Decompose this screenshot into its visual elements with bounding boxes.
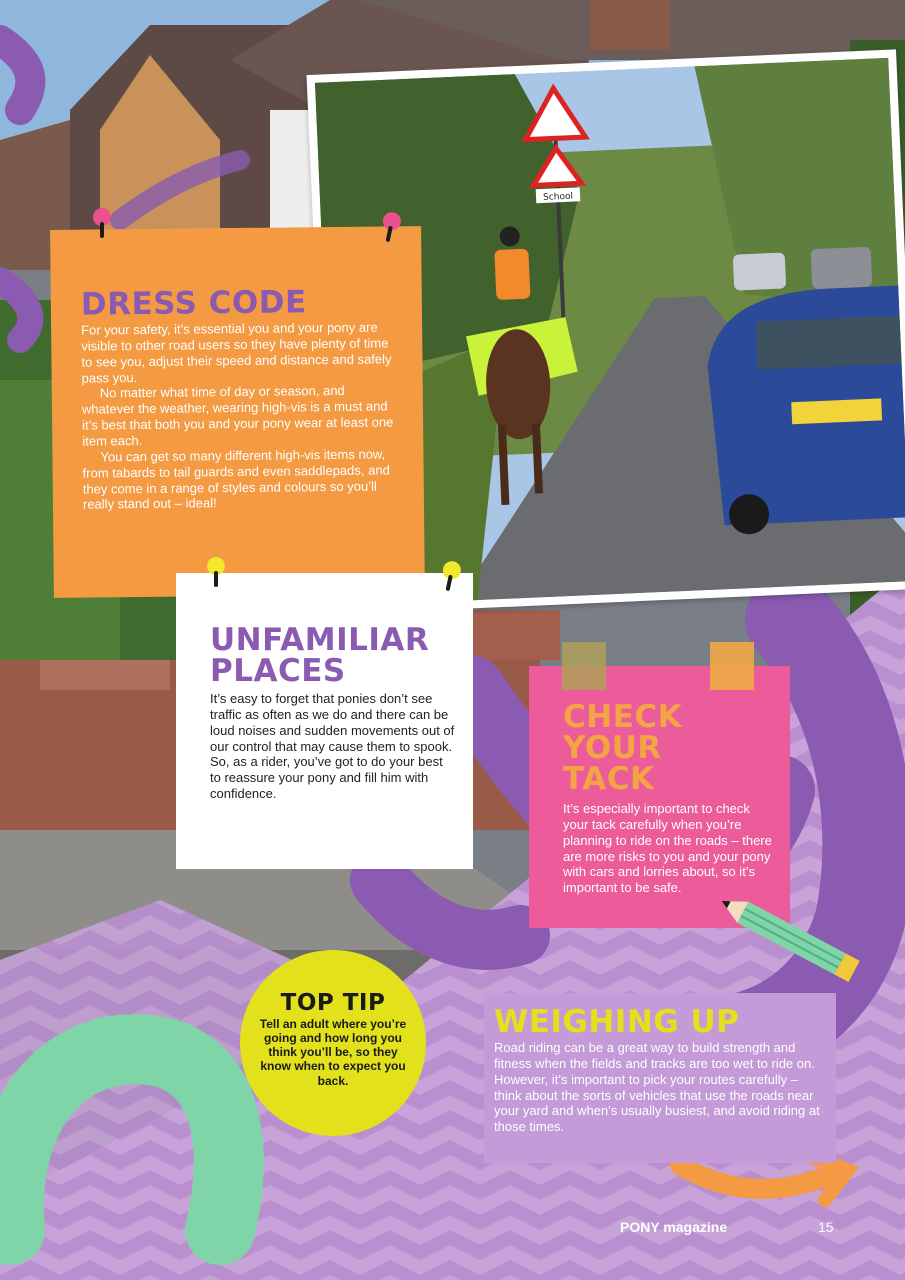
unfamiliar-places-title-line2: PLACES [210,653,346,689]
pink-pin-left [98,214,106,238]
unfamiliar-places-note [176,573,473,869]
dress-code-paragraph-3: You can get so many different high-vis items now, from tabards to tail guards and even saddlepads, and they come in a range of styles and colours so you’ll really stand out – ideal! [82,446,390,513]
unfamiliar-places-body: It’s easy to forget that ponies don’t see traffic as often as we do and there can be loud noises and sudden movements out of our control that may cause them to spook. So, as a rider, you’ve got to do your best to reassure your pony and fill him with confidence. [210,691,455,802]
pencil-icon [710,890,880,990]
dress-code-note [50,226,425,598]
dress-code-paragraph-1: For your safety, it’s essential you and your pony are visible to other road users so they have plenty of time to see you, adjust their speed and distance and safely pass you. [81,319,392,386]
yellow-pin-left [212,563,220,587]
footer-page-number: 15 [818,1219,834,1235]
weighing-up-title: WEIGHING UP [494,1004,740,1040]
top-tip-body: Tell an adult where you’re going and how long you think you’ll be, so they know when to expect you back. [259,1017,407,1088]
dress-code-title: DRESS CODE [80,284,307,323]
school-sign-text: School [542,191,574,203]
check-your-tack-note [529,666,790,928]
weighing-up-body: Road riding can be a great way to build strength and fitness when the fields and tracks are too wet to ride on. However, it’s important to pick your routes carefully – think about the sorts of vehicles that use the roads near your yard and when’s usually busiest, and avoid riding at those times. [494,1040,820,1135]
top-tip-circle [240,950,426,1136]
tape-strip-right [710,642,754,690]
check-your-tack-title-line2: TACK [563,761,655,797]
footer-magazine-name: PONY magazine [620,1219,728,1235]
unfamiliar-places-title-line1: UNFAMILIAR [210,622,430,658]
check-your-tack-title-line1: CHECK YOUR [563,699,683,766]
tape-strip-left [562,642,606,690]
weighing-up-box [484,993,836,1163]
check-your-tack-body: It’s especially important to check your tack carefully when you’re planning to ride on the roads – there are more risks to you and your pony with cars and lorries about, so it’s important to be safe. [563,801,772,896]
top-tip-title: TOP TIP [280,990,386,1016]
dress-code-paragraph-2: No matter what time of day or season, and whatever the weather, wearing high-vis is a must and it’s best that both you and your pony wear at least one item each. [81,383,394,449]
